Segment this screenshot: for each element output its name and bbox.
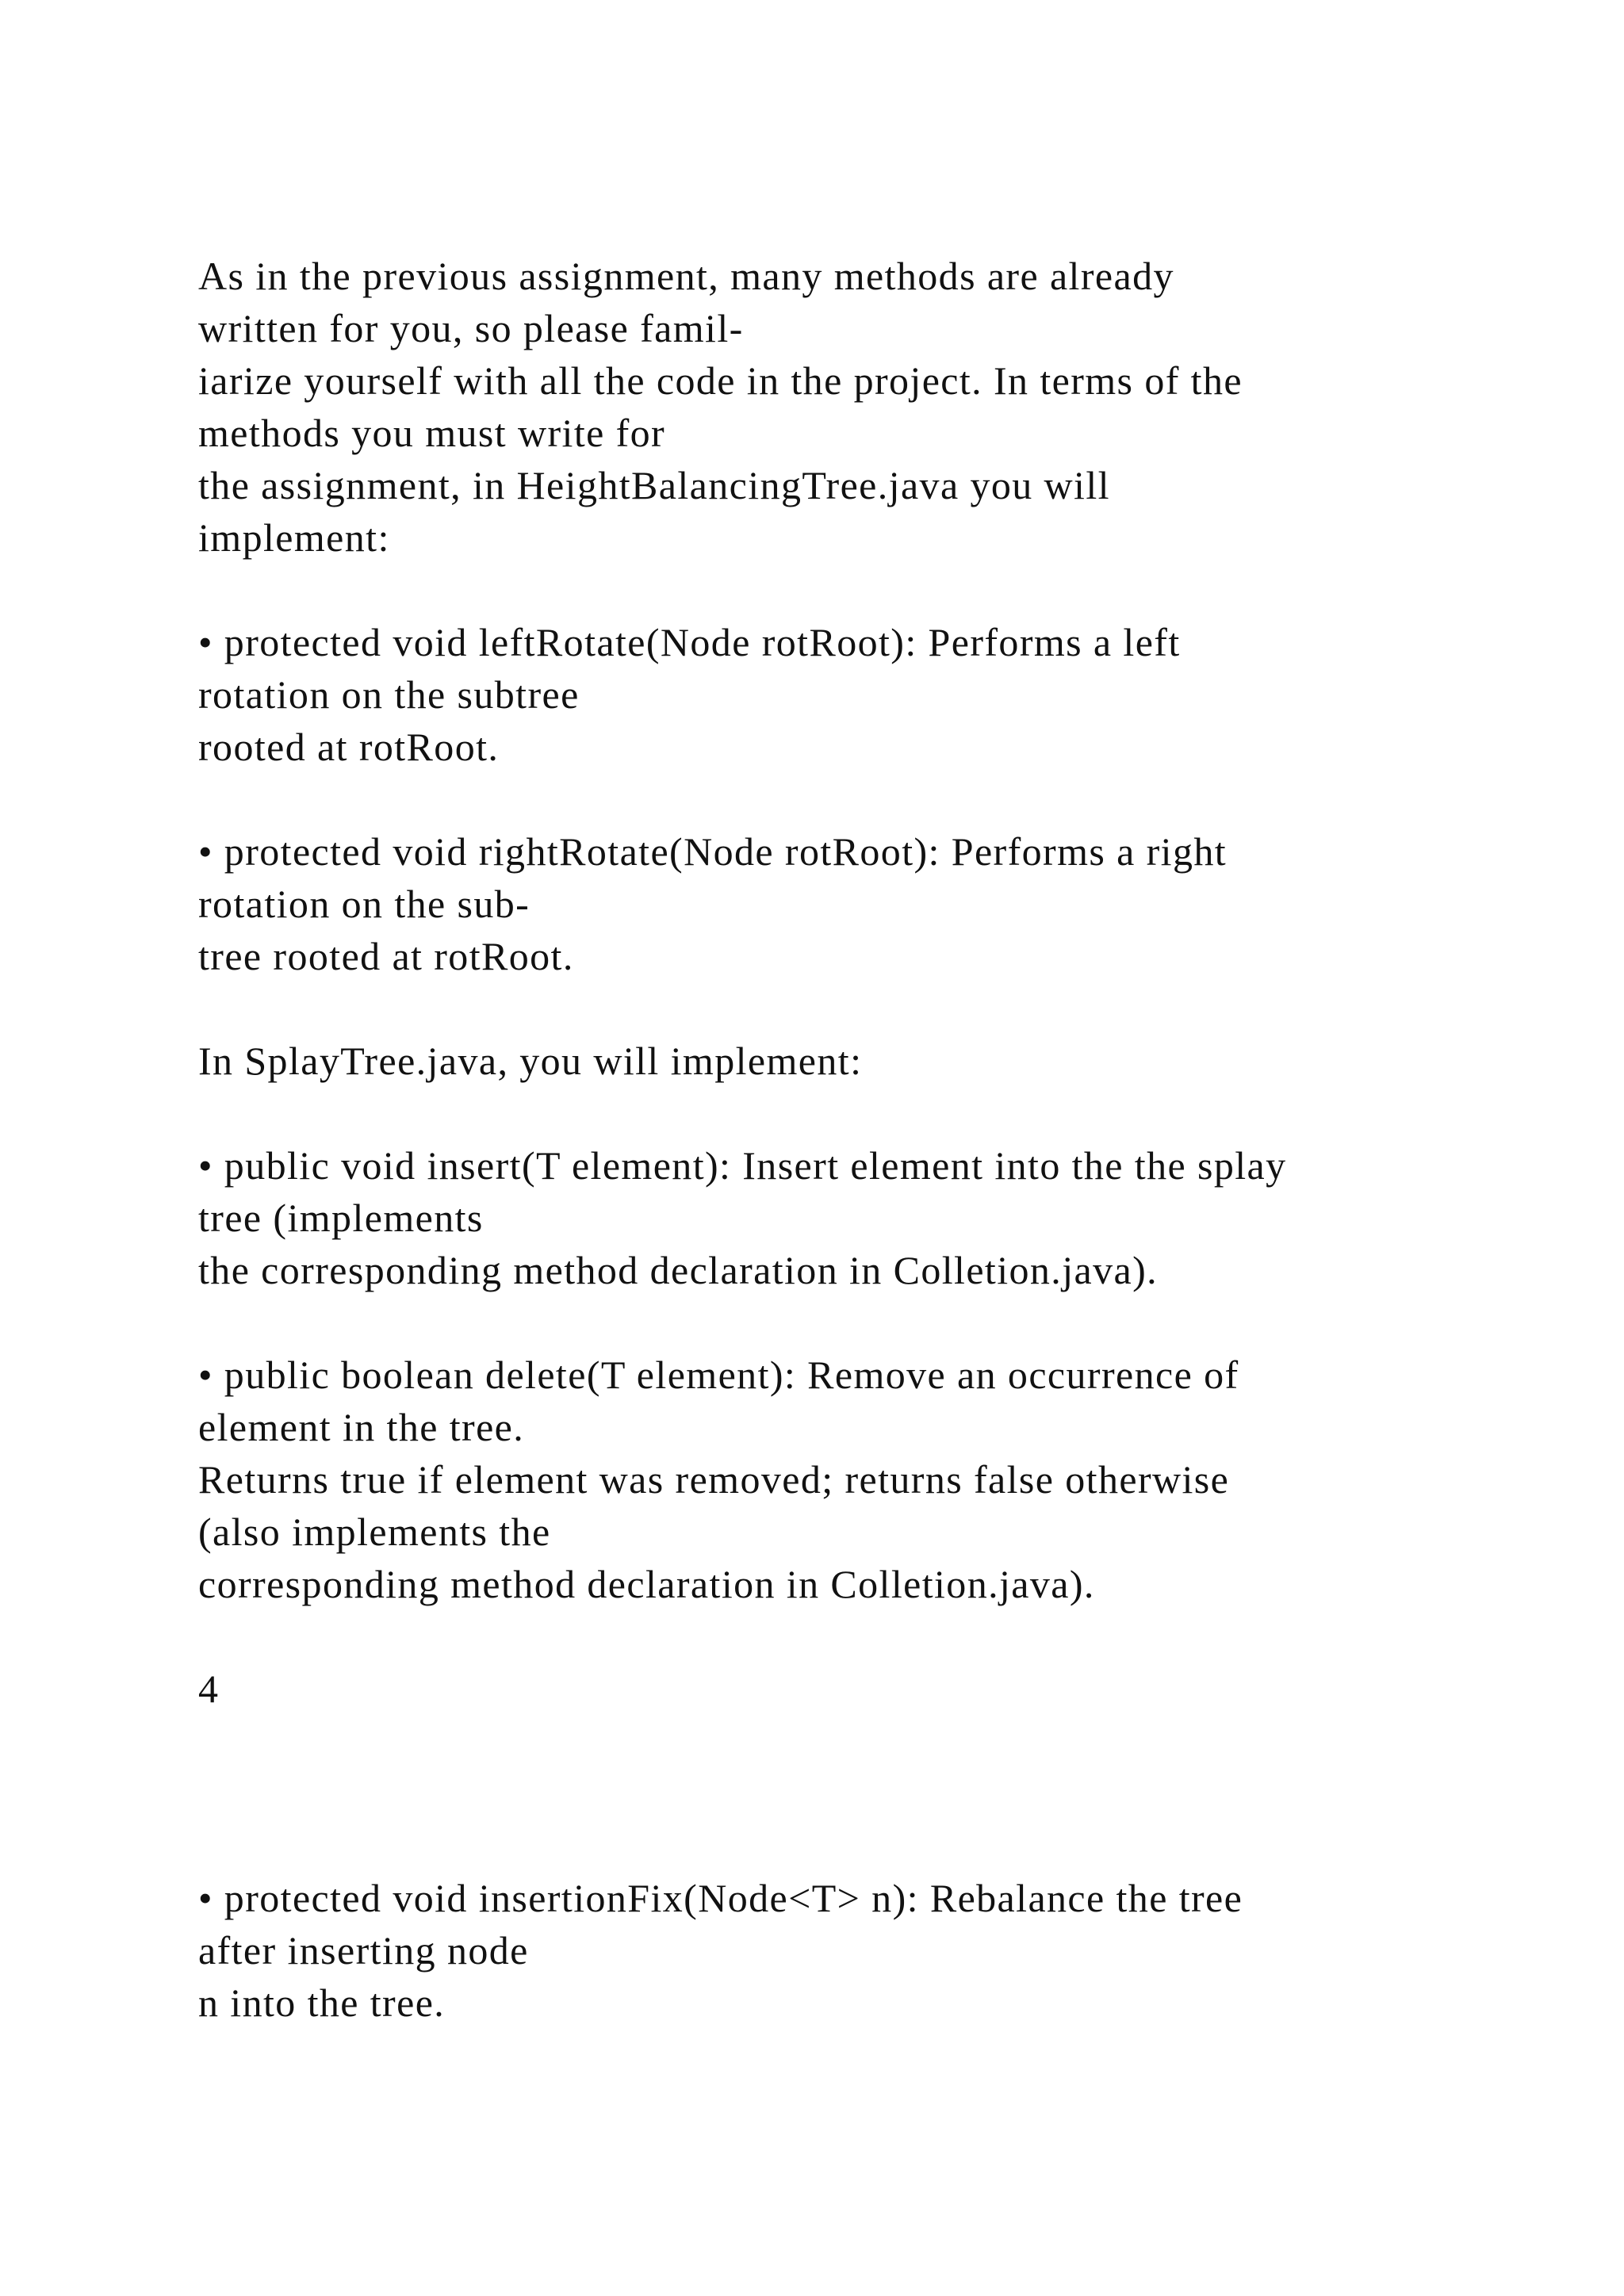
text-line: rotation on the subtree	[198, 672, 580, 717]
text-line: after inserting node	[198, 1928, 529, 1973]
text-line: the assignment, in HeightBalancingTree.java you will	[198, 463, 1110, 507]
page-number: 4	[198, 1667, 220, 1711]
text-line: written for you, so please famil-	[198, 306, 744, 350]
bullet-item: • protected void leftRotate(Node rotRoot): Performs a left	[198, 620, 1181, 664]
bullet-item: • public void insert(T element): Insert element into the the splay	[198, 1143, 1287, 1188]
text-line: the corresponding method declaration in Colletion.java).	[198, 1248, 1159, 1292]
text-line: methods you must write for	[198, 411, 666, 455]
text-line: As in the previous assignment, many methods are already	[198, 254, 1174, 298]
text-line: Returns true if element was removed; returns false otherwise	[198, 1457, 1230, 1502]
bullet-item: • public boolean delete(T element): Remove an occurrence of	[198, 1353, 1239, 1397]
bullet-item: • protected void insertionFix(Node<T> n): Rebalance the tree	[198, 1876, 1243, 1920]
text-line: tree rooted at rotRoot.	[198, 934, 574, 978]
text-line: rooted at rotRoot.	[198, 725, 500, 769]
text-line: implement:	[198, 515, 390, 560]
text-line: (also implements the	[198, 1510, 551, 1554]
text-line: In SplayTree.java, you will implement:	[198, 1039, 863, 1083]
text-line: corresponding method declaration in Colletion.java).	[198, 1562, 1095, 1606]
text-line: iarize yourself with all the code in the project. In terms of the	[198, 358, 1243, 403]
text-line: rotation on the sub-	[198, 882, 530, 926]
text-line: n into the tree.	[198, 1980, 446, 2025]
text-line: element in the tree.	[198, 1405, 525, 1449]
text-line: tree (implements	[198, 1196, 484, 1240]
bullet-item: • protected void rightRotate(Node rotRoot): Performs a right	[198, 829, 1228, 874]
